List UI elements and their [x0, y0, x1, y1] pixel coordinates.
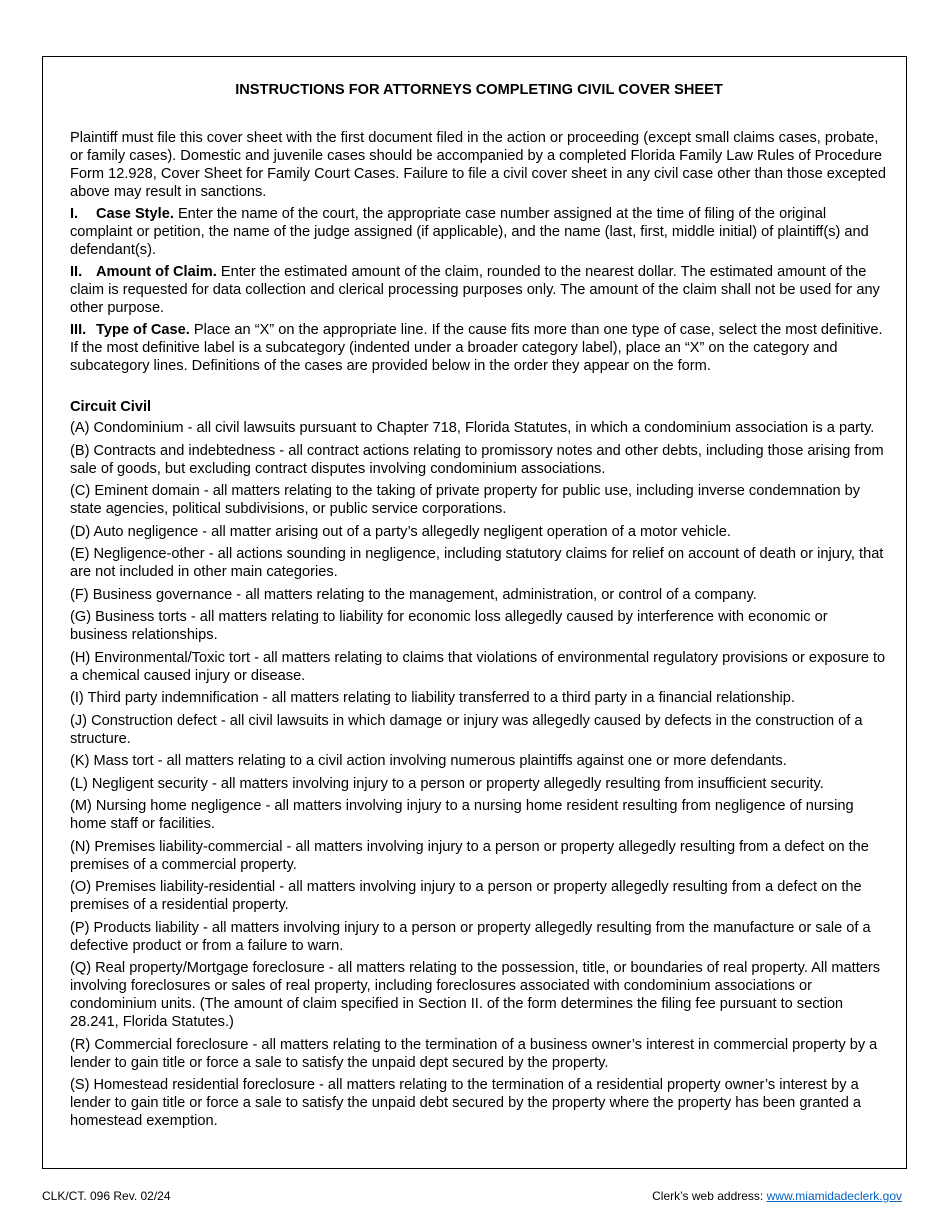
- definition-item: (O) Premises liability-residential - all matters involving injury to a person or property allegedly resulting from a defect on the premises of a residential property.: [70, 879, 862, 913]
- section-heading: Type of Case.: [96, 322, 190, 338]
- definition-item: (G) Business torts - all matters relating to liability for economic loss allegedly caused by interference with economic or business relationships.: [70, 609, 828, 643]
- clerk-web-address: [652, 1189, 902, 1203]
- web-address-label: Clerk’s web address:: [652, 1189, 767, 1203]
- section-heading: Amount of Claim.: [96, 264, 217, 280]
- definition-item: (N) Premises liability-commercial - all matters involving injury to a person or property allegedly resulting from a defect on the premises of a commercial property.: [70, 838, 869, 873]
- definitions-list: [70, 419, 888, 1130]
- section-type-of-case: [70, 321, 888, 375]
- intro-paragraph: Plaintiff must file this cover sheet with the first document filed in the action or proceeding (except small claims cases, probate, or family cases). Domestic and juvenile cases should be accompanied by a completed Florida Family Law Rules of Procedure Form 12.928, Cover Sheet for Family Court Cases. Failure to file a civil cover sheet in any civil case other than those excepted above may result in sanctions.: [70, 130, 887, 200]
- definition-item: (H) Environmental/Toxic tort - all matters relating to claims that violations of environmental regulatory provisions or exposure to a chemical caused injury or disease.: [70, 649, 886, 684]
- section-text: Place an “X” on the appropriate line. If the cause fits more than one type of case, select the most definitive. If the most definitive label is a subcategory (indented under a broader category label), place an “X” on the category and subcategory lines. Definitions of the cases are provided below in the order they appear on the form.: [70, 322, 883, 374]
- document-content: [70, 57, 888, 1135]
- definition-item: (B) Contracts and indebtedness - all contract actions relating to promissory notes and other debts, including those arising from sale of goods, but excluding contract disputes involving condominium associations.: [70, 442, 884, 477]
- page-title: INSTRUCTIONS FOR ATTORNEYS COMPLETING CIVIL COVER SHEET: [235, 82, 723, 98]
- definition-item: (M) Nursing home negligence - all matters involving injury to a nursing home resident resulting from negligence of nursing home staff or facilities.: [70, 798, 854, 832]
- definition-item: (J) Construction defect - all civil lawsuits in which damage or injury was allegedly caused by defects in the construction of a structure.: [70, 712, 863, 747]
- definition-item: (Q) Real property/Mortgage foreclosure - all matters relating to the possession, title, or boundaries of real property. All matters involving foreclosures or sales of real property, including foreclosures associated with condominium associations or condominium units. (The amount of claim specified in Section II. of the form determines the filing fee pursuant to section 28.241, Florida Statutes.): [70, 960, 881, 1030]
- definition-item: (P) Products liability - all matters involving injury to a person or property allegedly resulting from the manufacture or sale of a defective product or from a failure to warn.: [70, 919, 871, 954]
- definition-item: (A) Condominium - all civil lawsuits pursuant to Chapter 718, Florida Statutes, in which a condominium association is a party.: [70, 420, 875, 436]
- section-text: Enter the estimated amount of the claim, rounded to the nearest dollar. The estimated amount of the claim is requested for data collection and clerical processing purposes only. The amount of the claim shall not be used for any other purpose.: [70, 264, 880, 316]
- definition-item: (E) Negligence-other - all actions sounding in negligence, including statutory claims for relief on account of death or injury, that are not included in other main categories.: [70, 546, 884, 580]
- section-number: II.: [70, 264, 83, 280]
- definition-item: (K) Mass tort - all matters relating to a civil action involving numerous plaintiffs against one or more defendants.: [70, 753, 787, 769]
- category-title: Circuit Civil: [70, 399, 152, 415]
- form-id: CLK/CT. 096 Rev. 02/24: [42, 1189, 171, 1203]
- clerk-website-link[interactable]: www.miamidadeclerk.gov: [766, 1189, 902, 1203]
- definition-item: (I) Third party indemnification - all matters relating to liability transferred to a third party in a financial relationship.: [70, 690, 795, 706]
- definition-item: (C) Eminent domain - all matters relating to the taking of private property for public use, including inverse condemnation by state agencies, political subdivisions, or public service corporations.: [70, 483, 861, 517]
- section-number: III.: [70, 322, 87, 338]
- definition-item: (F) Business governance - all matters relating to the management, administration, or control of a company.: [70, 586, 757, 603]
- section-heading: Case Style.: [96, 206, 174, 222]
- definition-item: (S) Homestead residential foreclosure - all matters relating to the termination of a residential property owner’s interest by a lender to gain title or force a sale to satisfy the unpaid debt secured by the property where the property has been granted a homestead exemption.: [70, 1077, 861, 1129]
- definition-item: (D) Auto negligence - all matter arising out of a party’s allegedly negligent operation of a motor vehicle.: [70, 523, 731, 540]
- section-number: I.: [70, 206, 79, 222]
- section-text: Enter the name of the court, the appropriate case number assigned at the time of filing of the original complaint or petition, the name of the judge assigned (if applicable), and the name (last, first, middle initial) of plaintiff(s) and defendant(s).: [70, 206, 869, 258]
- document-frame: [42, 56, 907, 1169]
- definition-item: (R) Commercial foreclosure - all matters relating to the termination of a business owner’s interest in commercial property by a lender to gain title or force a sale to satisfy the unpaid dept secured by the property.: [70, 1036, 878, 1071]
- definition-item: (L) Negligent security - all matters involving injury to a person or property allegedly resulting from insufficient security.: [70, 775, 824, 792]
- section-amount-of-claim: [70, 263, 888, 317]
- section-case-style: [70, 205, 888, 259]
